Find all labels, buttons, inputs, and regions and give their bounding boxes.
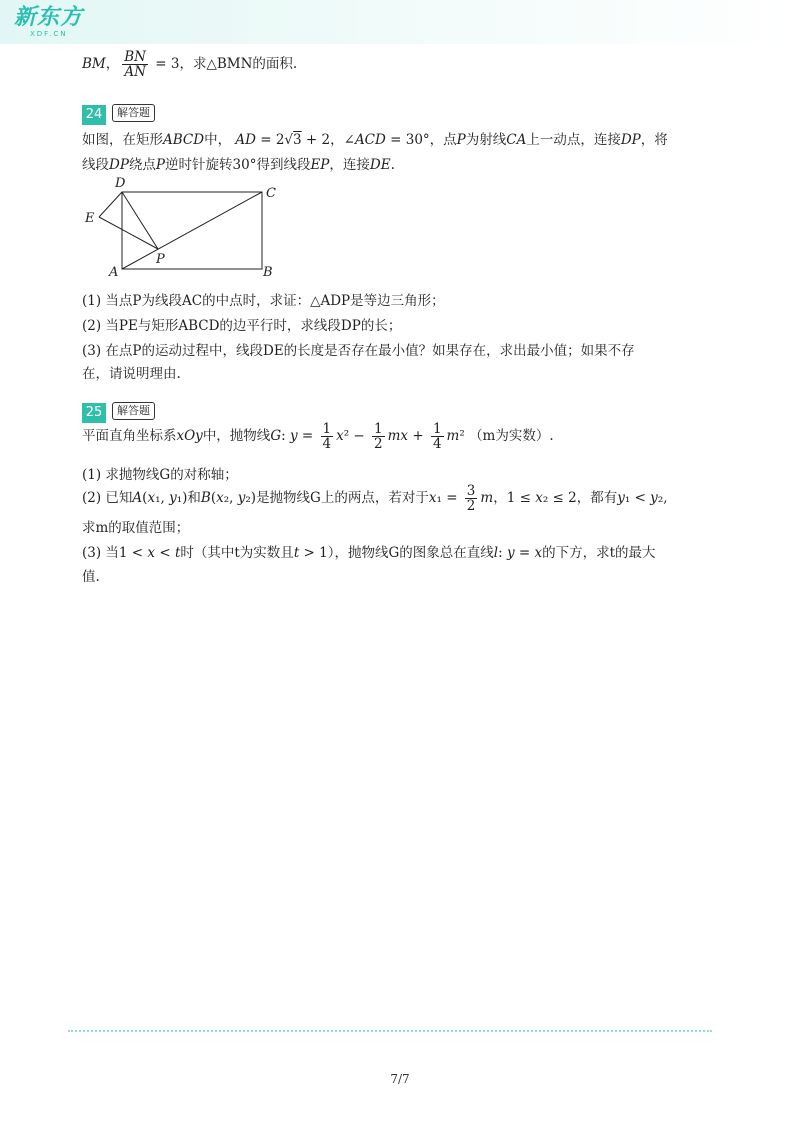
label-p: P bbox=[156, 252, 165, 267]
q24-stem-text: 线段 bbox=[82, 157, 109, 173]
q25-sub3-line1: (3) 当1 < x < t时（其中t为实数且t > 1），抛物线G的图象总在直线l: y = x的下方，求t的最大 bbox=[82, 545, 656, 561]
q25-text: 时（其中t为实数且 bbox=[180, 545, 294, 561]
intro-line: BM， $\frac{BN}{AN}$ = 3，求△BMN的面积. bbox=[82, 49, 298, 80]
q24-stem-text: 如图，在矩形 bbox=[82, 132, 163, 148]
segment-dp bbox=[122, 192, 158, 249]
label-b: B bbox=[263, 265, 273, 280]
q24-sub2: (2) 当PE与矩形ABCD的边平行时，求线段DP的长； bbox=[82, 318, 402, 334]
q25-text: (3) 当 bbox=[82, 545, 119, 561]
q25-text: , bbox=[663, 490, 668, 506]
q25-sub2-line1: (2) 已知A(x₁, y₁)和B(x₂, y₂)是抛物线G上的两点，若对于x₁ = $\frac{3}{2}$ m，1 ≤ x₂ ≤ 2，都有y₁ < y₂, bbox=[82, 483, 668, 514]
header-band bbox=[0, 0, 800, 44]
segment-ac bbox=[122, 192, 262, 269]
q24-stem-text: ，连接 bbox=[329, 157, 370, 173]
label-e: E bbox=[85, 211, 95, 226]
q25-stem: 平面直角坐标系xOy中，抛物线G: y = $\frac{1}{4}$ x² − $\frac{1}{2}$ mx + $\frac{1}{4}$ m² （m为实数）. bbox=[82, 421, 554, 452]
q25-text: 是抛物线G上的两点，若对于 bbox=[256, 490, 429, 506]
fraction-1-4: $\frac{1}{4}$ bbox=[322, 421, 332, 452]
q24-sub1: (1) 当点P为线段AC的中点时，求证：△ADP是等边三角形； bbox=[82, 293, 445, 309]
brand-logo bbox=[14, 6, 83, 38]
fraction-bn-an: $\frac{BN}{AN}$ bbox=[124, 49, 146, 80]
q25-text: ，都有 bbox=[576, 490, 618, 506]
label-a: A bbox=[109, 265, 119, 280]
q24-geometry-figure bbox=[80, 172, 280, 282]
fraction-3-2: $\frac{3}{2}$ bbox=[466, 483, 476, 514]
q25-type-badge: 解答题 bbox=[112, 402, 155, 420]
page-number: 7/7 bbox=[390, 1072, 410, 1086]
fraction-1-4: $\frac{1}{4}$ bbox=[432, 421, 442, 452]
q25-sub3-line2: 值. bbox=[82, 569, 100, 585]
q25-text: 和 bbox=[187, 490, 201, 506]
q24-stem-line2: 线段DP绕点P逆时针旋转30°得到线段EP，连接DE. bbox=[82, 157, 395, 173]
q25-sub1: (1) 求抛物线G的对称轴； bbox=[82, 467, 238, 483]
q24-number-badge: 24 bbox=[82, 105, 106, 125]
q25-sub2-line2: 求m的取值范围； bbox=[82, 520, 190, 536]
q24-header bbox=[82, 104, 155, 125]
q25-text: ， bbox=[493, 490, 507, 506]
intro-text: ，求△BMN的面积. bbox=[179, 56, 298, 72]
q24-type-badge: 解答题 bbox=[112, 104, 155, 122]
logo-text: 新东方 bbox=[14, 5, 84, 30]
fraction-1-2: $\frac{1}{2}$ bbox=[374, 421, 383, 452]
q24-stem-text: 上一动点，连接 bbox=[526, 132, 621, 148]
logo-subtext: XDF.CN bbox=[30, 30, 68, 38]
q24-stem-text: 为射线 bbox=[465, 132, 507, 148]
q25-number-badge: 25 bbox=[82, 403, 106, 423]
footer-divider bbox=[68, 1030, 712, 1032]
q24-sub3-line1: (3) 在点P的运动过程中，线段DE的长度是否存在最小值？如果存在，求出最小值；如果不存 bbox=[82, 343, 635, 359]
label-d: D bbox=[115, 176, 126, 191]
q24-stem-line1: 如图，在矩形ABCD中， AD = 2√3 + 2，∠ACD = 30°，点P为射线CA上一动点，连接DP，将 bbox=[82, 132, 668, 148]
q24-stem-text: ，点 bbox=[429, 132, 457, 148]
segment-de bbox=[99, 192, 122, 217]
label-c: C bbox=[266, 186, 276, 201]
q24-sub3-line2: 在，请说明理由. bbox=[82, 366, 181, 382]
q25-text: 的下方，求t的最大 bbox=[542, 545, 656, 561]
q24-stem-text: 中， bbox=[204, 132, 232, 148]
q25-stem-text: 中，抛物线 bbox=[202, 428, 271, 444]
q24-stem-text: 逆时针旋转30°得到线段 bbox=[165, 157, 311, 173]
q25-stem-text: （m为实数）. bbox=[469, 428, 554, 444]
q25-text: ），抛物线G的图象总在直线 bbox=[327, 545, 494, 561]
segment-ep bbox=[99, 217, 158, 249]
q24-stem-text: 绕点 bbox=[128, 157, 156, 173]
q25-header bbox=[82, 402, 155, 423]
q24-stem-text: ，将 bbox=[640, 132, 668, 148]
q25-text: (2) 已知 bbox=[82, 490, 133, 506]
q25-stem-text: 平面直角坐标系 bbox=[82, 428, 177, 444]
